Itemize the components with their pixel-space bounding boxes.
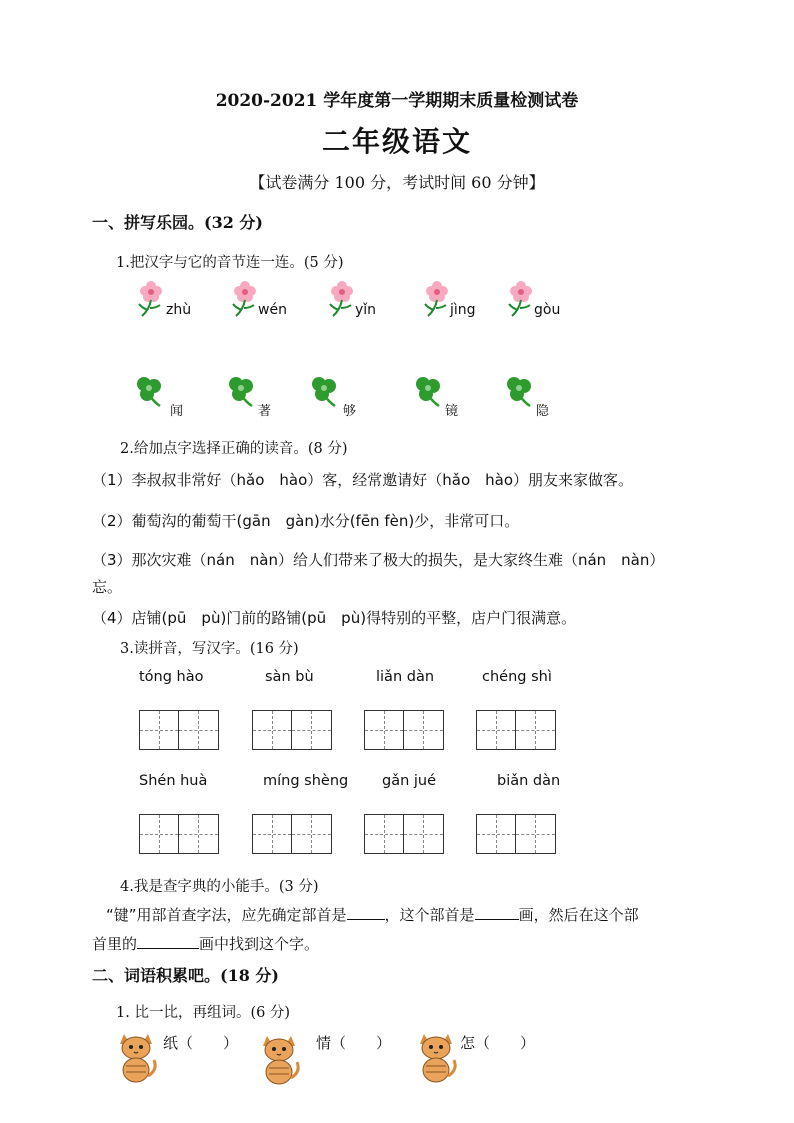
writing-cell[interactable]: [364, 814, 404, 854]
compare-word: 纸（ ）: [163, 1034, 239, 1052]
writing-cell[interactable]: [404, 814, 444, 854]
writing-cell[interactable]: [139, 710, 179, 750]
q2-item: （2）葡萄沟的葡萄干(gān gàn)水分(fēn fèn)少，非常可口。: [92, 512, 520, 530]
cat-icon: [257, 1032, 303, 1088]
clover-icon: [502, 374, 538, 410]
q2-item: （1）李叔叔非常好（hǎo hào）客，经常邀请好（hǎo hào）朋友来家做客。: [92, 471, 634, 489]
writing-grid[interactable]: [364, 814, 444, 854]
pinyin-prompt: liǎn dàn: [376, 669, 435, 685]
s2-q1-prompt: 1. 比一比，再组词。(6 分): [116, 1005, 291, 1021]
pinyin-prompt: biǎn dàn: [497, 773, 561, 789]
answer-blank[interactable]: [137, 934, 199, 949]
exam-header-line: 2020-2021 学年度第一学期期末质量检测试卷: [215, 91, 579, 111]
q4-text-line1: [106, 904, 639, 925]
q4-text: 画，然后在这个部: [518, 906, 639, 924]
writing-cell[interactable]: [404, 710, 444, 750]
writing-grid[interactable]: [252, 710, 332, 750]
writing-cell[interactable]: [364, 710, 404, 750]
cat-icon: [414, 1030, 460, 1086]
compare-word: 情（ ）: [316, 1034, 392, 1052]
clover-icon: [411, 374, 447, 410]
q4-text-line2: [92, 933, 319, 954]
q4-text: “键”用部首查字法，应先确定部首是: [106, 906, 347, 924]
writing-cell[interactable]: [252, 710, 292, 750]
clover-item: [132, 374, 202, 419]
writing-cell[interactable]: [252, 814, 292, 854]
clover-icon: [132, 374, 168, 410]
writing-grid[interactable]: [364, 710, 444, 750]
pinyin-prompt: míng shèng: [263, 773, 349, 789]
pinyin-prompt: sàn bù: [265, 669, 314, 685]
char-label: 隐: [536, 404, 550, 419]
writing-grid[interactable]: [139, 814, 219, 854]
flower-item: [506, 280, 566, 320]
char-label: 镜: [445, 404, 459, 419]
flower-item: [230, 280, 290, 320]
flower-icon: [136, 280, 166, 320]
char-label: 著: [258, 404, 272, 419]
pinyin-label: zhù: [166, 302, 192, 318]
flower-item: [422, 280, 482, 320]
compare-word: 怎（ ）: [460, 1034, 536, 1052]
q2-prompt: 2.给加点字选择正确的读音。(8 分): [120, 441, 348, 457]
exam-title: 二年级语文: [321, 125, 472, 158]
pinyin-prompt: tóng hào: [139, 669, 204, 685]
clover-item: [307, 374, 377, 419]
writing-cell[interactable]: [179, 710, 219, 750]
pinyin-label: yǐn: [355, 302, 377, 318]
writing-grid[interactable]: [252, 814, 332, 854]
flower-icon: [327, 280, 357, 320]
clover-item: [502, 374, 572, 419]
writing-cell[interactable]: [292, 710, 332, 750]
flower-icon: [422, 280, 452, 320]
writing-cell[interactable]: [476, 710, 516, 750]
section-2-title: 二、词语积累吧。(18 分): [92, 966, 279, 985]
pinyin-prompt: gǎn jué: [382, 773, 437, 789]
pinyin-label: wén: [258, 302, 287, 318]
flower-item: [136, 280, 196, 320]
flower-icon: [506, 280, 536, 320]
q2-item: 忘。: [92, 578, 123, 596]
writing-cell[interactable]: [139, 814, 179, 854]
char-label: 闻: [170, 404, 184, 419]
q4-prompt: 4.我是查字典的小能手。(3 分): [120, 879, 319, 895]
answer-blank[interactable]: [475, 905, 519, 920]
q4-text: 画中找到这个字。: [199, 935, 320, 953]
q4-text: ，这个部首是: [384, 906, 475, 924]
writing-cell[interactable]: [516, 710, 556, 750]
clover-icon: [224, 374, 260, 410]
q2-item: （3）那次灾难（nán nàn）给人们带来了极大的损失，是大家终生难（nán nàn）: [92, 551, 665, 569]
cat-icon: [114, 1030, 160, 1086]
writing-cell[interactable]: [476, 814, 516, 854]
pinyin-prompt: chéng shì: [482, 669, 552, 685]
clover-item: [224, 374, 294, 419]
q4-text: 首里的: [92, 935, 138, 953]
flower-icon: [230, 280, 260, 320]
q1-prompt: 1.把汉字与它的音节连一连。(5 分): [116, 255, 344, 271]
pinyin-label: gòu: [534, 302, 561, 318]
writing-cell[interactable]: [292, 814, 332, 854]
clover-item: [411, 374, 481, 419]
char-label: 够: [343, 404, 357, 419]
q3-prompt: 3.读拼音，写汉字。(16 分): [120, 641, 299, 657]
writing-grid[interactable]: [476, 710, 556, 750]
writing-grid[interactable]: [139, 710, 219, 750]
section-1-title: 一、拼写乐园。(32 分): [92, 213, 263, 232]
pinyin-label: jìng: [450, 302, 476, 318]
flower-item: [327, 280, 387, 320]
writing-cell[interactable]: [516, 814, 556, 854]
clover-icon: [307, 374, 343, 410]
writing-cell[interactable]: [179, 814, 219, 854]
q2-item: （4）店铺(pū pù)门前的路铺(pū pù)得特别的平整，店户门很满意。: [92, 609, 577, 627]
exam-info: 【试卷满分 100 分，考试时间 60 分钟】: [249, 173, 545, 192]
writing-grid[interactable]: [476, 814, 556, 854]
pinyin-prompt: Shén huà: [139, 773, 208, 789]
answer-blank[interactable]: [347, 905, 385, 920]
